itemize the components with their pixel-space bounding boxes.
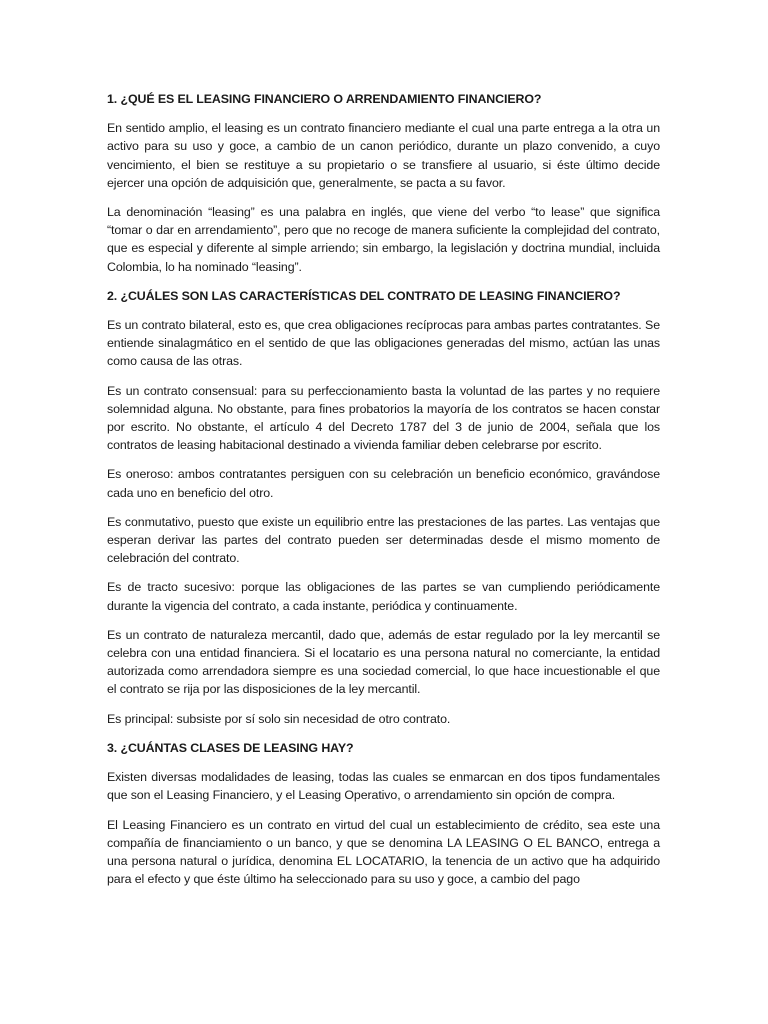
paragraph: Es un contrato consensual: para su perfeccionamiento basta la voluntad de las partes y no requiere solemnidad alguna. No obstante, para fines probatorios la mayoría de los contratos se hacen constar por escrito. No obstante, el artículo 4 del Decreto 1787 del 3 de junio de 2004, señala que los contratos de leasing habitacional destinado a vivienda familiar deben celebrarse por escrito.	[107, 383, 660, 453]
paragraph: La denominación “leasing” es una palabra en inglés, que viene del verbo “to lease” que significa “tomar o dar en arrendamiento”, pero que no recoge de manera suficiente la complejidad del contrato, que es especial y diferente al simple arriendo; sin embargo, la legislación y doctrina mundial, incluida Colombia, lo ha nominado “leasing”.	[107, 205, 660, 274]
paragraph: En sentido amplio, el leasing es un contrato financiero mediante el cual una parte entrega a la otra un activo para su uso y goce, a cambio de un canon periódico, durante un plazo convenido, a cuyo vencimiento, el bien se restituye a su propietario o se transfiere al usuario, si éste último decide ejercer una opción de adquisición que, generalmente, se pacta a su favor.	[107, 121, 660, 190]
paragraph: Es un contrato de naturaleza mercantil, dado que, además de estar regulado por la ley mercantil se celebra con una entidad financiera. Si el locatario es una persona natural no comerciante, la entidad autorizada como arrendadora siempre es una sociedad comercial, lo que hace incuestionable el que el contrato se rija por las disposiciones de la ley mercantil.	[107, 627, 660, 697]
paragraph: Es conmutativo, puesto que existe un equilibrio entre las prestaciones de las partes. Las ventajas que esperan derivar las partes del contrato pueden ser determinadas desde el mismo momento de celebración del contrato.	[107, 514, 660, 566]
paragraph: Es de tracto sucesivo: porque las obligaciones de las partes se van cumpliendo periódicamente durante la vigencia del contrato, a cada instante, periódica y continuamente.	[107, 580, 660, 613]
section-heading-1: 1. ¿QUÉ ES EL LEASING FINANCIERO O ARRENDAMIENTO FINANCIERO?	[107, 92, 542, 106]
section-heading-2: 2. ¿CUÁLES SON LAS CARACTERÍSTICAS DEL CONTRATO DE LEASING FINANCIERO?	[107, 288, 621, 303]
section-heading-3: 3. ¿CUÁNTAS CLASES DE LEASING HAY?	[107, 740, 354, 755]
document-page	[107, 90, 660, 888]
paragraph: El Leasing Financiero es un contrato en virtud del cual un establecimiento de crédito, sea este una compañía de financiamiento o un banco, y que se denomina LA LEASING O EL BANCO, entrega a una persona natural o jurídica, denomina EL LOCATARIO, la tenencia de un activo que ha adquirido para el efecto y que éste último ha seleccionado para su uso y goce, a cambio del pago	[107, 817, 660, 887]
paragraph: Es oneroso: ambos contratantes persiguen con su celebración un beneficio económico, gravándose cada uno en beneficio del otro.	[107, 467, 660, 500]
paragraph: Existen diversas modalidades de leasing, todas las cuales se enmarcan en dos tipos fundamentales que son el Leasing Financiero, y el Leasing Operativo, o arrendamiento sin opción de compra.	[107, 770, 660, 803]
paragraph: Es un contrato bilateral, esto es, que crea obligaciones recíprocas para ambas partes contratantes. Se entiende sinalagmático en el sentido de que las obligaciones generadas del mismo, actúan las unas como causa de las otras.	[107, 318, 660, 369]
paragraph: Es principal: subsiste por sí solo sin necesidad de otro contrato.	[107, 711, 451, 726]
